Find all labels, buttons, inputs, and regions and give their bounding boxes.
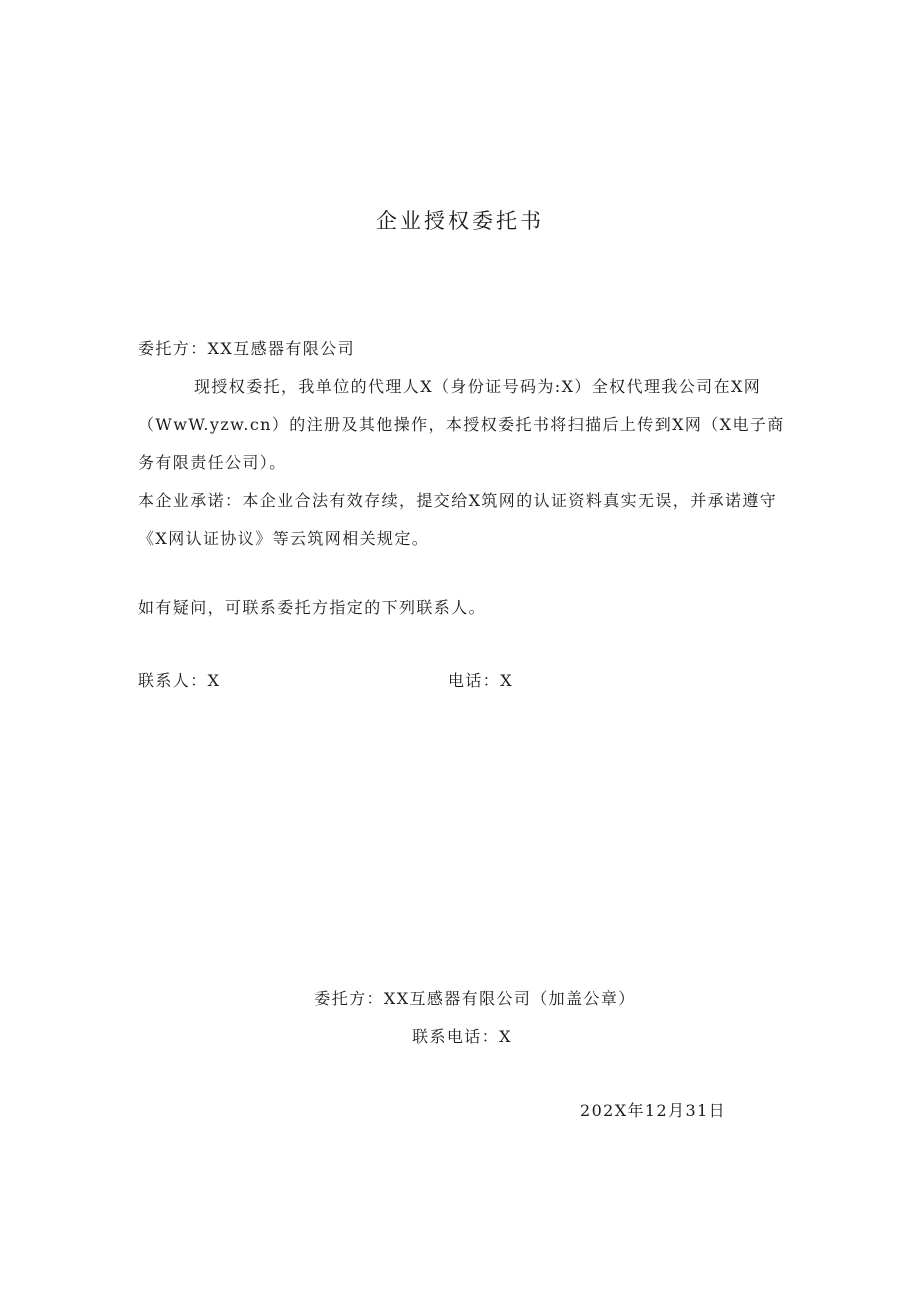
contact-phone: 电话：X <box>448 671 513 690</box>
authorization-paragraph: 现授权委托，我单位的代理人X（身份证号码为:X）全权代理我公司在X网（WwW.yzw.cn）的注册及其他操作，本授权委托书将扫描后上传到X网（X电子商务有限责任公司）。 <box>138 377 785 472</box>
signature-date: 202X年12月31日 <box>580 1101 727 1120</box>
signature-phone: 联系电话：X <box>412 1027 512 1046</box>
document-title: 企业授权委托书 <box>376 209 544 233</box>
signature-entrusting-party: 委托方：XX互感器有限公司（加盖公章） <box>314 989 636 1008</box>
contact-person: 联系人：X <box>138 671 221 690</box>
question-line: 如有疑问，可联系委托方指定的下列联系人。 <box>138 598 487 617</box>
commitment-paragraph: 本企业承诺：本企业合法有效存续，提交给X筑网的认证资料真实无误，并承诺遵守《X网认证协议》等云筑网相关规定。 <box>138 491 778 548</box>
entrusting-party-line: 委托方：XX互感器有限公司 <box>138 339 355 358</box>
